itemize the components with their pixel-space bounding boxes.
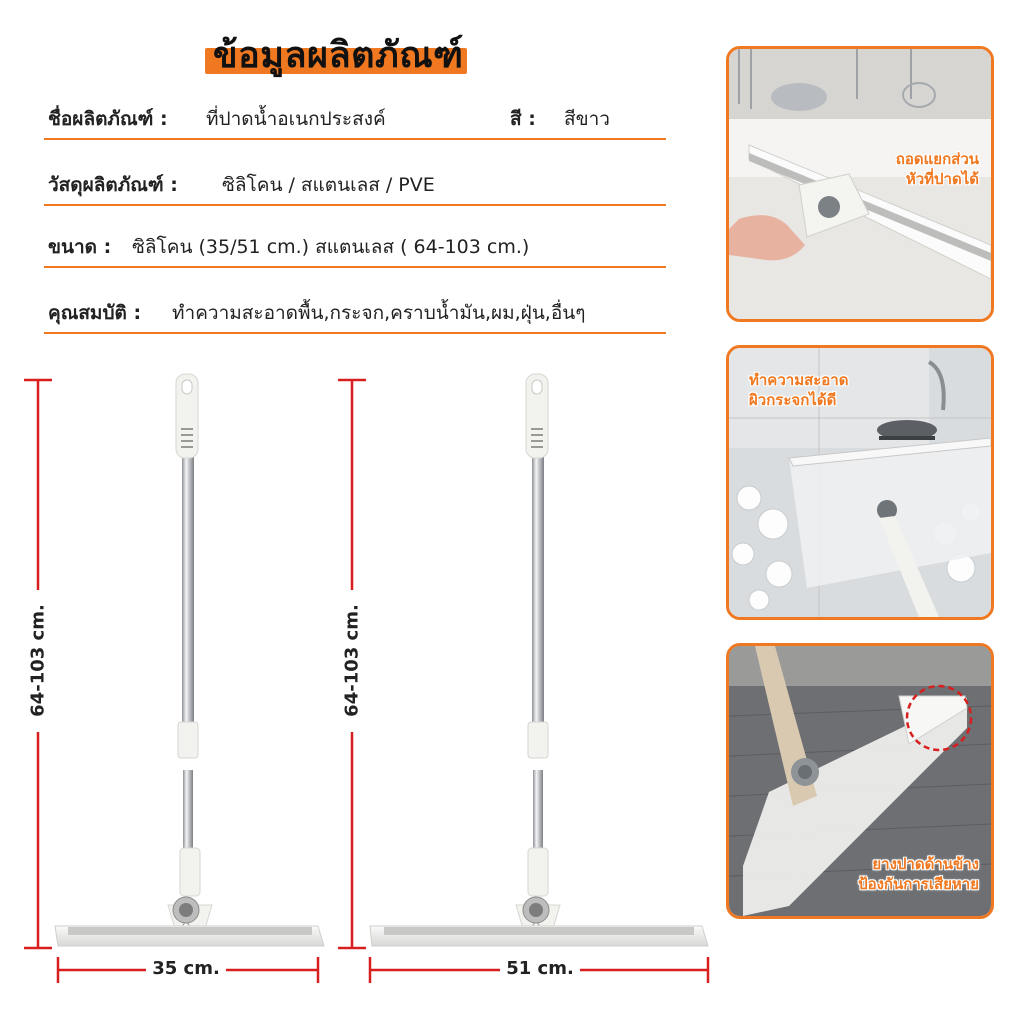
size-label: ขนาด :	[48, 236, 112, 258]
name-label: ชื่อผลิตภัณฑ์ :	[48, 108, 168, 130]
feature-label: คุณสมบัติ :	[48, 302, 142, 324]
size-value: ซิลิโคน (35/51 cm.) สแตนเลส ( 64-103 cm.)	[132, 236, 530, 258]
title-text: ข้อมูลผลิตภัณฑ์	[213, 35, 464, 76]
material-value: ซิลิโคน / สแตนเลส / PVE	[222, 174, 435, 196]
name-value: ที่ปาดน้ำอเนกประสงค์	[206, 108, 386, 130]
panel2-caption: ทำความสะอาด ผิวกระจกได้ดี	[749, 371, 849, 409]
width-label-1: 35 cm.	[136, 958, 236, 979]
feature-panel-side-rubber	[726, 643, 994, 919]
feature-panel-glass	[726, 345, 994, 620]
spec-row-material	[44, 170, 666, 206]
feature-panel-detachable	[726, 46, 994, 322]
material-label: วัสดุผลิตภัณฑ์ :	[48, 174, 178, 196]
color-label: สี :	[510, 108, 536, 130]
spec-row-features	[44, 298, 666, 334]
width-label-2: 51 cm.	[490, 958, 590, 979]
feature-value: ทำความสะอาดพื้น,กระจก,คราบน้ำมัน,ผม,ฝุ่น,อื่นๆ	[172, 302, 586, 324]
panel3-caption: ยางปาดด้านข้าง ป้องกันการเสียหาย	[858, 855, 979, 893]
height-label-2: 64-103 cm.	[341, 604, 363, 717]
spec-row-name	[44, 104, 666, 140]
color-value: สีขาว	[564, 108, 610, 130]
panel1-caption: ถอดแยกส่วน หัวที่ปาดได้	[895, 150, 979, 188]
spec-row-size	[44, 232, 666, 268]
page-title	[205, 26, 475, 78]
squeegee-51cm	[370, 374, 708, 946]
height-label-1: 64-103 cm.	[27, 604, 49, 717]
